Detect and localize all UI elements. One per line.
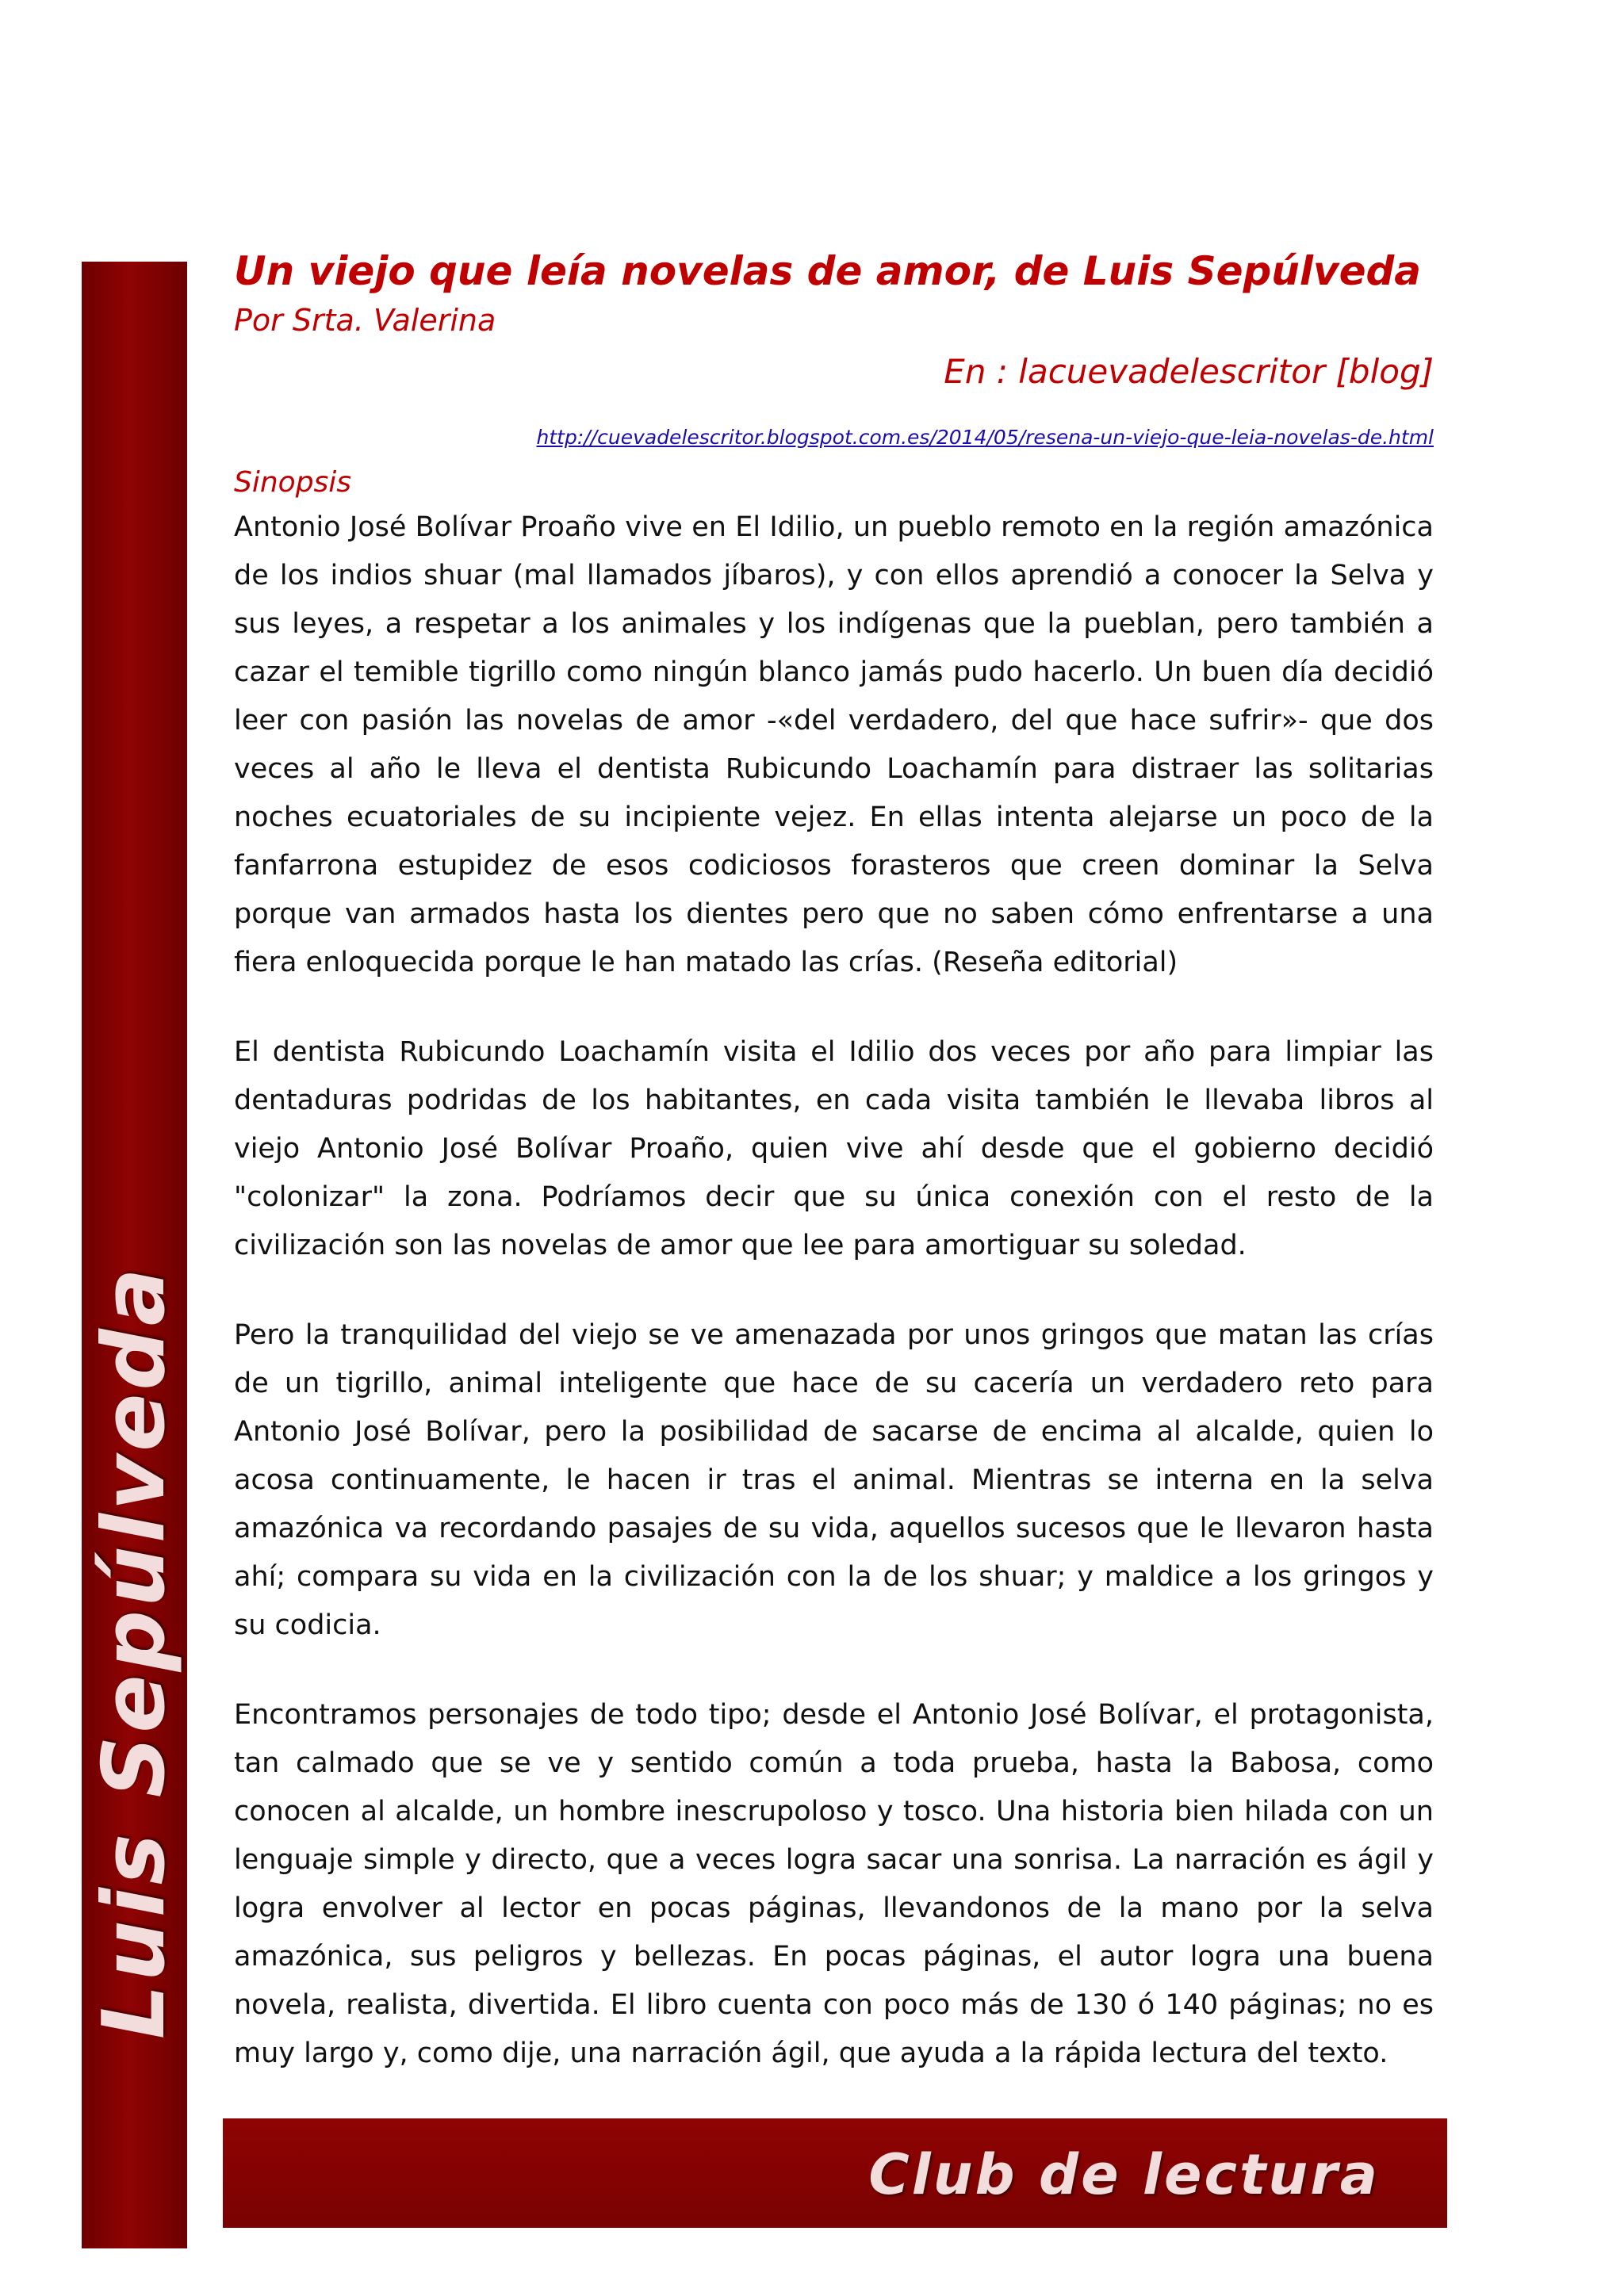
body-paragraph-3: Encontramos personajes de todo tipo; desde el Antonio José Bolívar, el protagonista, tan calmado que se ve y sentido común a toda prueba, hasta la Babosa, como conocen al alcalde, un hombre inescrupoloso y tosco. Una historia bien hilada con un lenguaje simple y directo, que a veces logra sacar una sonrisa. La narración es ágil y logra envolver al lector en pocas páginas, llevandonos de la mano por la selva amazónica, sus peligros y bellezas. En pocas páginas, el autor logra una buena novela, realista, divertida. El libro cuenta con poco más de 130 ó 140 páginas; no es muy largo y, como dije, una narración ágil, que ayuda a la rápida lectura del texto. xyxy=(234,1699,1434,2069)
sidebar-band xyxy=(82,262,187,2248)
article-author: Por Srta. Valerina xyxy=(234,303,496,338)
synopsis-paragraph: Antonio José Bolívar Proaño vive en El Idilio, un pueblo remoto en la región amazónica de los indios shuar (mal llamados jíbaros), y con ellos aprendió a conocer la Selva y sus leyes, a respetar a los animales y los indígenas que la pueblan, pero también a cazar el temible tigrillo como ningún blanco jamás pudo hacerlo. Un buen día decidió leer con pasión las novelas de amor -«del verdadero, del que hace sufrir»- que dos veces al año le lleva el dentista Rubicundo Loachamín para distraer las solitarias noches ecuatoriales de su incipiente vejez. En ellas intenta alejarse un poco de la fanfarrona estupidez de esos codiciosos forasteros que creen dominar la Selva porque van armados hasta los dientes pero que no saben cómo enfrentarse a una fiera enloquecida porque le han matado las crías. (Reseña editorial) xyxy=(234,511,1434,978)
synopsis-heading: Sinopsis xyxy=(234,466,352,499)
article xyxy=(234,247,1434,2078)
article-title: Un viejo que leía novelas de amor, de Luis Sepúlveda xyxy=(234,248,1422,294)
article-source: En : lacuevadelescritor [blog] xyxy=(944,352,1434,391)
sidebar-author-name: Luis Sepúlveda xyxy=(84,1265,184,2039)
footer-club-label: Club de lectura xyxy=(868,2142,1380,2207)
body-paragraph-2: Pero la tranquilidad del viejo se ve amenazada por unos gringos que matan las crías de un tigrillo, animal inteligente que hace de su cacería un verdadero reto para Antonio José Bolívar, pero la posibilidad de sacarse de encima al alcalde, quien lo acosa continuamente, le hacen ir tras el animal. Mientras se interna en la selva amazónica va recordando pasajes de su vida, aquellos sucesos que le llevaron hasta ahí; compara su vida en la civilización con la de los shuar; y maldice a los gringos y su codicia. xyxy=(234,1319,1434,1641)
source-link[interactable]: http://cuevadelescritor.blogspot.com.es/2014/05/resena-un-viejo-que-leia-novelas-de.html xyxy=(536,426,1434,449)
body-paragraph-1: El dentista Rubicundo Loachamín visita el Idilio dos veces por año para limpiar las dentaduras podridas de los habitantes, en cada visita también le llevaba libros al viejo Antonio José Bolívar Proaño, quien vive ahí desde que el gobierno decidió "colonizar" la zona. Podríamos decir que su única conexión con el resto de la civilización son las novelas de amor que lee para amortiguar su soledad. xyxy=(234,1036,1434,1261)
footer-band xyxy=(223,2118,1447,2228)
